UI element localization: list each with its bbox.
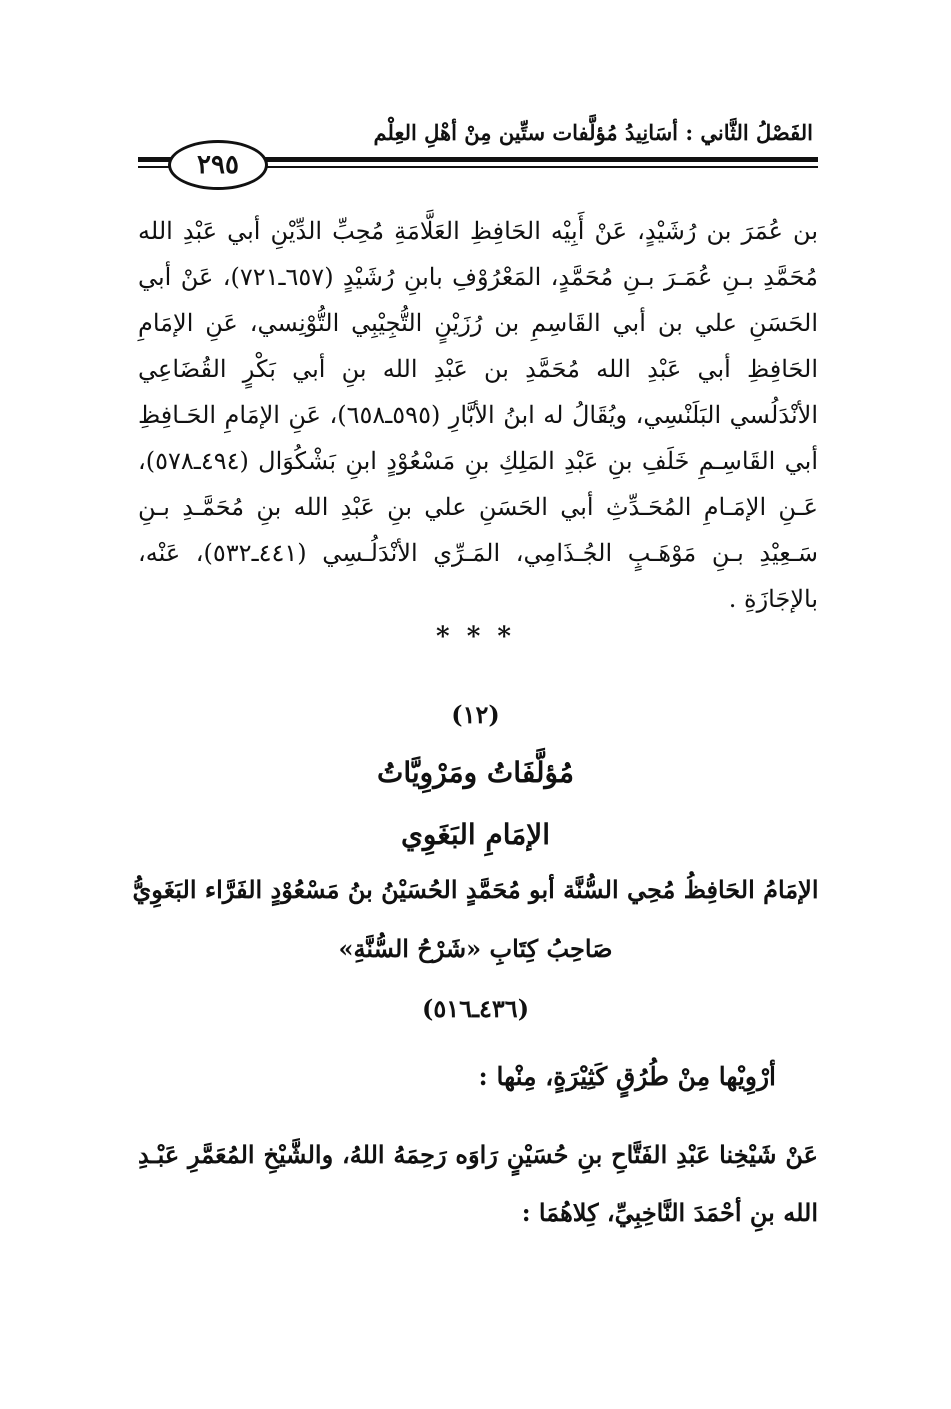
running-header: الفَصْلُ الثَّاني : أسَانِيدُ مُؤلَّفات ستِّين مِنْ أهْلِ العِلْم <box>373 120 813 145</box>
paragraph-teachers: عَنْ شَيْخِنا عَبْدِ الفَتَّاحِ بنِ حُسَيْنٍ رَاوَه رَحِمَهُ اللهُ، والشَّيْخِ المُعَمَّرِ عَبْـدِ الله بنِ أحْمَدَ النَّاخِبِيِّ، كِلاهُمَا : <box>138 1140 818 1227</box>
section-title: مُؤلَّفَاتُ ومَرْوِيَّاتُ <box>377 756 574 789</box>
intro-line: أرْوِيْها مِنْ طُرُقٍ كَثِيْرَةٍ، مِنْها : <box>478 1062 776 1091</box>
section-divider: * * * <box>436 622 515 652</box>
page-number: ٢٩٥ <box>168 140 268 190</box>
imam-full-name: الإمَامُ الحَافِظُ مُحِي السُّنَّة أبو مُحَمَّدٍ الحُسَيْنُ بنُ مَسْعُوْدٍ الفَرَّاء البَغَوِيُّ <box>132 875 819 904</box>
lifespan-dates: (٤٣٦ـ٥١٦) <box>421 994 530 1023</box>
section-number: (١٢) <box>451 700 500 729</box>
section-subtitle: الإمَامِ البَغَوِي <box>400 818 550 851</box>
paragraph-chain-of-narration: بن عُمَرَ بن رُشَيْدٍ، عَنْ أَبِيْه الحَافِظِ العَلَّامَةِ مُحِبِّ الدِّيْنِ أبي عَبْدِ الله مُحَمَّدِ بـنِ عُمَـرَ بـنِ مُحَمَّدٍ، المَعْرُوْفِ بابنِ رُشَيْدٍ (٦٥٧ـ٧٢١)، عَنْ أبي الحَسَنِ علي بن أبي القَاسِمِ بن رُزَيْنٍ التُّجِيْبِي التُّوْنِسي، عَنِ الإمَامِ الحَافِظِ أبي عَبْدِ الله مُحَمَّدِ بن عَبْدِ الله بنِ أبي بَكْرٍ القُضَاعِي الأنْدَلُسي البَلَنْسِي، ويُقَالُ له ابنُ الأبَّارِ (٥٩٥ـ٦٥٨)، عَنِ الإمَامِ الحَـافِظِ أبي القَاسِـمِ خَلَفِ بنِ عَبْدِ المَلِكِ بنِ مَسْعُوْدٍ ابنِ بَشْكُوَال (٤٩٤ـ٥٧٨)، عَـنِ الإمَـامِ المُحَـدِّثِ أبي الحَسَنِ علي بنِ عَبْدِ الله بنِ مُحَمَّـدِ بـنِ سَـعِيْدِ بـنِ مَوْهَـبٍ الجُـذَامِي، المَـرِّي الأنْدَلُـسِي (٤٤١ـ٥٣٢)، عَنْه، بالإجَازَةِ . <box>138 217 818 613</box>
author-of-book: صَاحِبُ كِتَابِ «شَرْحُ السُّنَّةِ» <box>338 934 613 963</box>
